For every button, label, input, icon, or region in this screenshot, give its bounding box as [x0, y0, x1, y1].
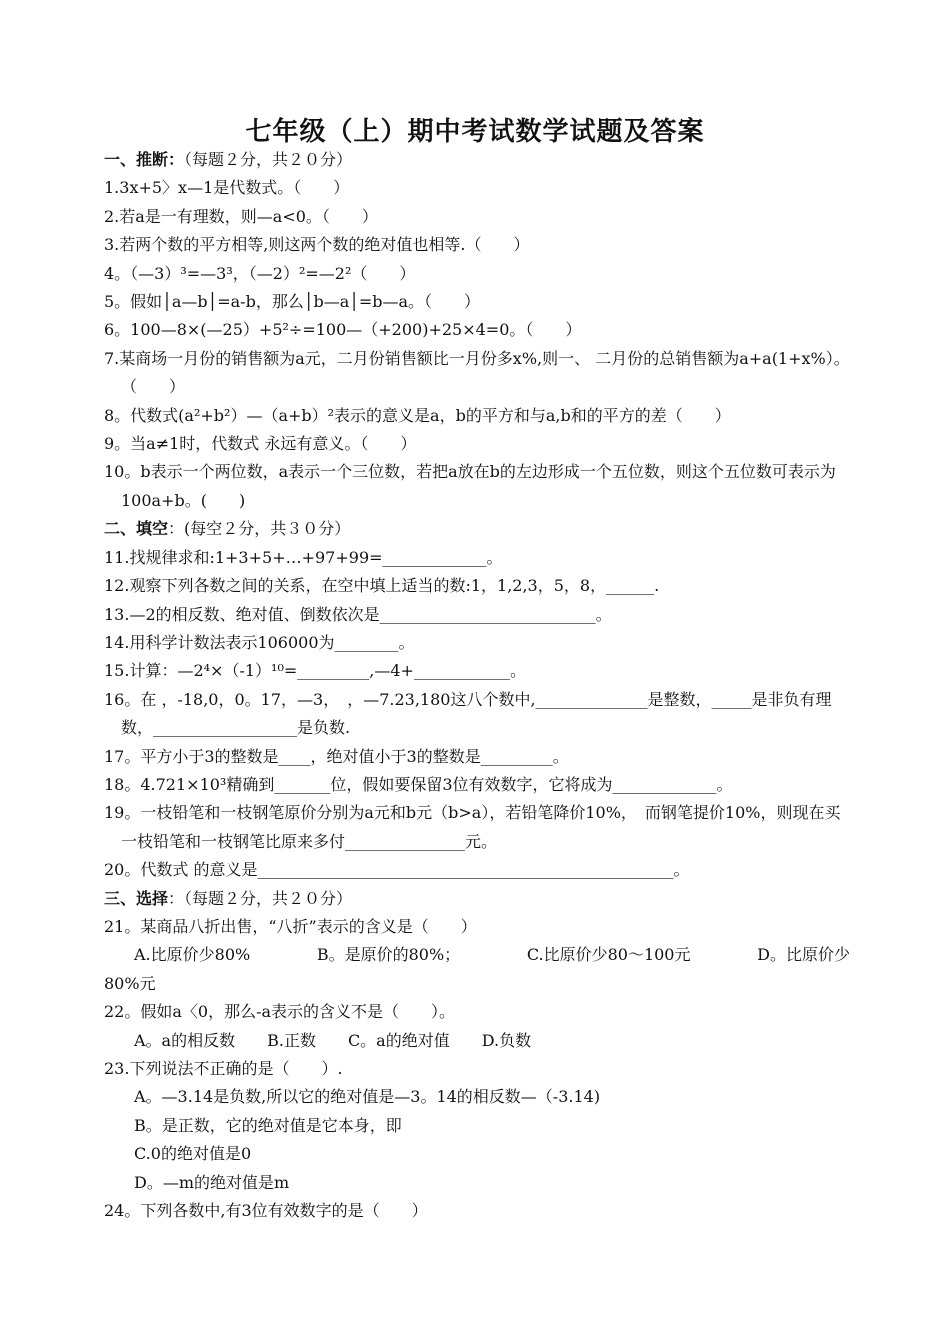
question-text: 9。当a≠1时，代数式 永远有意义。（ ）: [104, 434, 417, 454]
question-text: 22。假如a〈0，那么-a表示的含义不是（ ）。: [104, 1002, 456, 1022]
section-title: 二、填空: [104, 519, 169, 539]
question-text: 10。b表示一个两位数，a表示一个三位数，若把a放在b的左边形成一个五位数，则这个五位数可表示为100a+b。( ): [104, 462, 836, 510]
section-heading: [104, 146, 850, 174]
question-text: 14.用科学计数法表示106000为________。: [104, 632, 415, 652]
question-text: 20。代数式 的意义是____________________________________________________。: [104, 860, 690, 880]
exam-content: [104, 146, 850, 1225]
question-text: 23.下列说法不正确的是（ ）.: [104, 1059, 343, 1078]
question-text: 1.3x+5〉x—1是代数式。（ ）: [104, 178, 350, 198]
question-text: 16。在 ，-18,0，0。17，—3， ，—7.23,180这八个数中,______________是整数，_____是非负有理数，__________________是负数.: [104, 689, 832, 738]
question-text: 80%元: [104, 973, 156, 993]
question-text: 17。平方小于3的整数是____，绝对值小于3的整数是_________。: [104, 746, 569, 766]
section-title: 一、推断：: [104, 150, 185, 169]
question-text: 13.—2的相反数、绝对值、倒数依次是___________________________。: [104, 604, 612, 624]
choice-option-line: D。—m的绝对值是m: [134, 1172, 290, 1192]
choice-option-line: A。—3.14是负数,所以它的绝对值是—3。14的相反数—（-3.14): [134, 1087, 601, 1107]
question-text: 8。代数式(a²+b²）—（a+b）²表示的意义是a，b的平方和与a,b和的平方的差（ ）: [104, 405, 731, 425]
choice-option: D。比原价少: [757, 945, 850, 965]
section-instructions: ：(每空２分，共３０分）: [168, 519, 351, 539]
question-text: 24。下列各数中,有3位有效数字的是（ ）: [104, 1201, 428, 1221]
question-text: 2.若a是一有理数，则—a<0。（ ）: [104, 206, 378, 226]
question-text: 5。假如│a—b│=a-b，那么│b—a│=b—a。（ ）: [104, 292, 481, 312]
choice-option: B。是原价的80%；: [316, 945, 461, 965]
choice-option: A.比原价少80%: [134, 945, 251, 965]
section-instructions: ：（每题２分，共２０分）: [168, 888, 353, 908]
question-text: 11.找规律求和:1+3+5+…+97+99=_____________。: [104, 547, 503, 567]
section-heading: [104, 885, 850, 913]
choice-option-line: A。a的相反数 B.正数 C。a的绝对值 D.负数: [134, 1030, 532, 1050]
question-text: 18。4.721×10³精确到_______位，假如要保留3位有效数字，它将成为_____________。: [104, 774, 733, 794]
choice-options: [104, 941, 850, 969]
question-text: 7.某商场一月份的销售额为a元，二月份销售额比一月份多x%,则一、 二月份的总销售额为a+a(1+x%）。（ ）: [104, 348, 850, 397]
section-title: 三、选择: [104, 888, 169, 908]
question-text: 6。100—8×(—25）+5²÷=100—（+200)+25×4=0。（ ）: [104, 320, 582, 340]
section-instructions: （每题２分，共２０分）: [184, 150, 353, 169]
choice-option-line: C.0的绝对值是0: [134, 1144, 252, 1164]
section-heading: [104, 515, 850, 543]
choice-option-line: B。是正数，它的绝对值是它本身，即: [134, 1115, 402, 1135]
choice-option: C.比原价少80～100元: [526, 945, 691, 965]
question-text: 19。一枝铅笔和一枝钢笔原价分别为a元和b元（b>a），若铅笔降价10%， 而钢笔提价10%，则现在买一枝铅笔和一枝钢笔比原来多付_______________元。: [104, 803, 841, 851]
page-title: 七年级（上）期中考试数学试题及答案: [245, 117, 705, 147]
question-text: 12.观察下列各数之间的关系，在空中填上适当的数:1，1,2,3，5，8，______.: [104, 576, 660, 596]
question-text: 3.若两个数的平方相等,则这两个数的绝对值也相等.（ ）: [104, 235, 530, 255]
question-text: 21。某商品八折出售，“八折”表示的含义是（ ）: [104, 916, 477, 936]
question-text: 4。（—3）³=—3³，（—2）²=—2²（ ）: [104, 263, 416, 283]
question-text: 15.计算：—2⁴×（-1）¹⁰=_________,—4+____________。: [104, 661, 526, 681]
